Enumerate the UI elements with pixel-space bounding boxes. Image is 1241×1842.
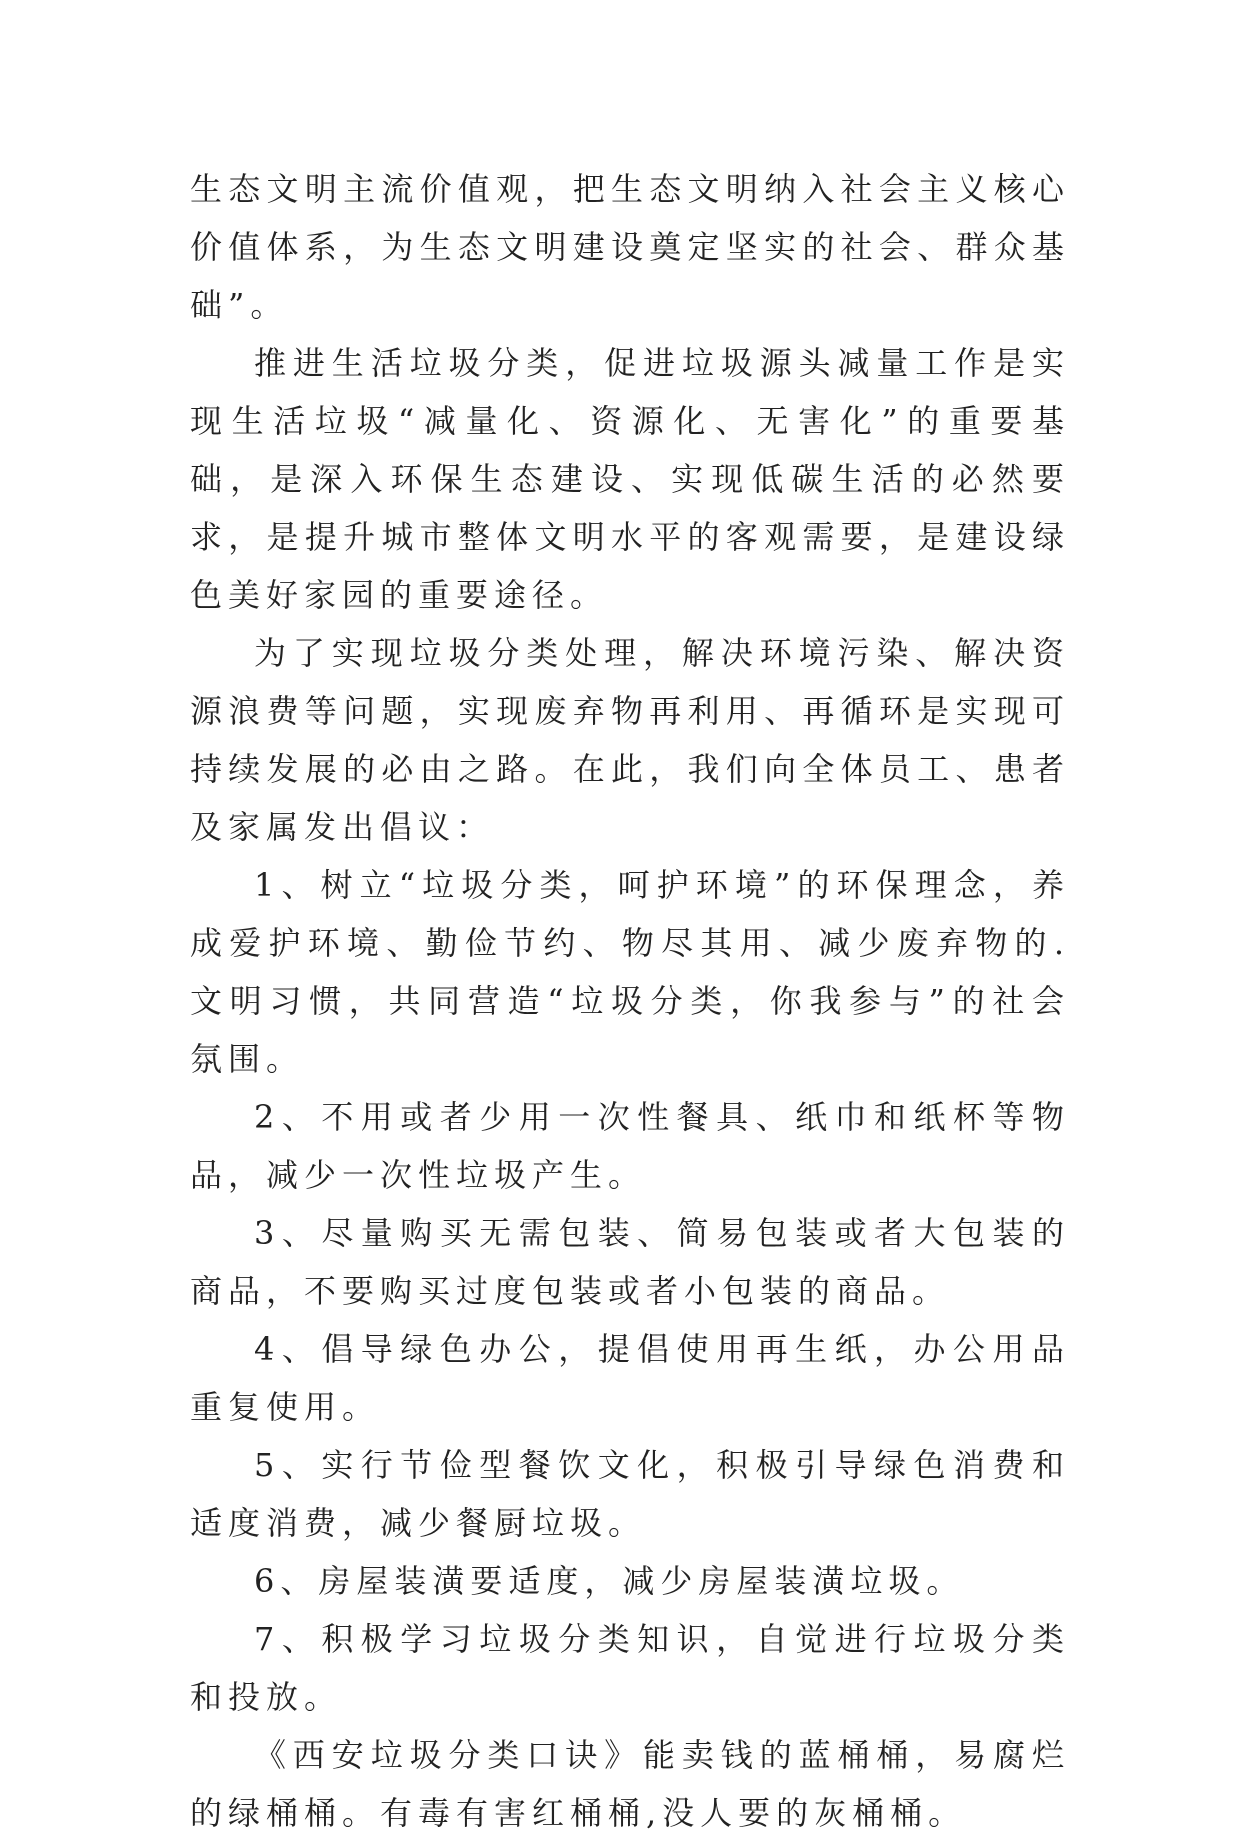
- paragraph-sorting-rhyme: 《西安垃圾分类口诀》能卖钱的蓝桶桶，易腐烂的绿桶桶。有毒有害红桶桶,没人要的灰桶桶。: [190, 1736, 1070, 1832]
- paragraph-initiative-intro: 为了实现垃圾分类处理，解决环境污染、解决资源浪费等问题，实现废弃物再利用、再循环是实现可持续发展的必由之路。在此，我们向全体员工、患者及家属发出倡议：: [190, 634, 1070, 846]
- list-item-3: 3、尽量购买无需包装、简易包装或者大包装的商品，不要购买过度包装或者小包装的商品。: [190, 1214, 1070, 1310]
- list-item-7: 7、积极学习垃圾分类知识，自觉进行垃圾分类和投放。: [190, 1620, 1070, 1716]
- paragraph-continuation: 生态文明主流价值观，把生态文明纳入社会主义核心价值体系，为生态文明建设奠定坚实的社会、群众基础”。: [190, 170, 1070, 324]
- list-item-4: 4、倡导绿色办公，提倡使用再生纸，办公用品重复使用。: [190, 1330, 1070, 1426]
- document-body: [190, 160, 1070, 1842]
- list-item-1: 1、树立“垃圾分类，呵护环境”的环保理念，养成爱护环境、勤俭节约、物尽其用、减少废弃物的.文明习惯，共同营造“垃圾分类，你我参与”的社会氛围。: [190, 866, 1070, 1078]
- paragraph-significance: 推进生活垃圾分类，促进垃圾源头减量工作是实现生活垃圾“减量化、资源化、无害化”的重要基础，是深入环保生态建设、实现低碳生活的必然要求，是提升城市整体文明水平的客观需要，是建设绿色美好家园的重要途径。: [190, 344, 1070, 614]
- list-item-5: 5、实行节俭型餐饮文化，积极引导绿色消费和适度消费，减少餐厨垃圾。: [190, 1446, 1070, 1542]
- list-item-6: 6、房屋装潢要适度，减少房屋装潢垃圾。: [254, 1562, 965, 1600]
- list-item-2: 2、不用或者少用一次性餐具、纸巾和纸杯等物品，减少一次性垃圾产生。: [190, 1098, 1070, 1194]
